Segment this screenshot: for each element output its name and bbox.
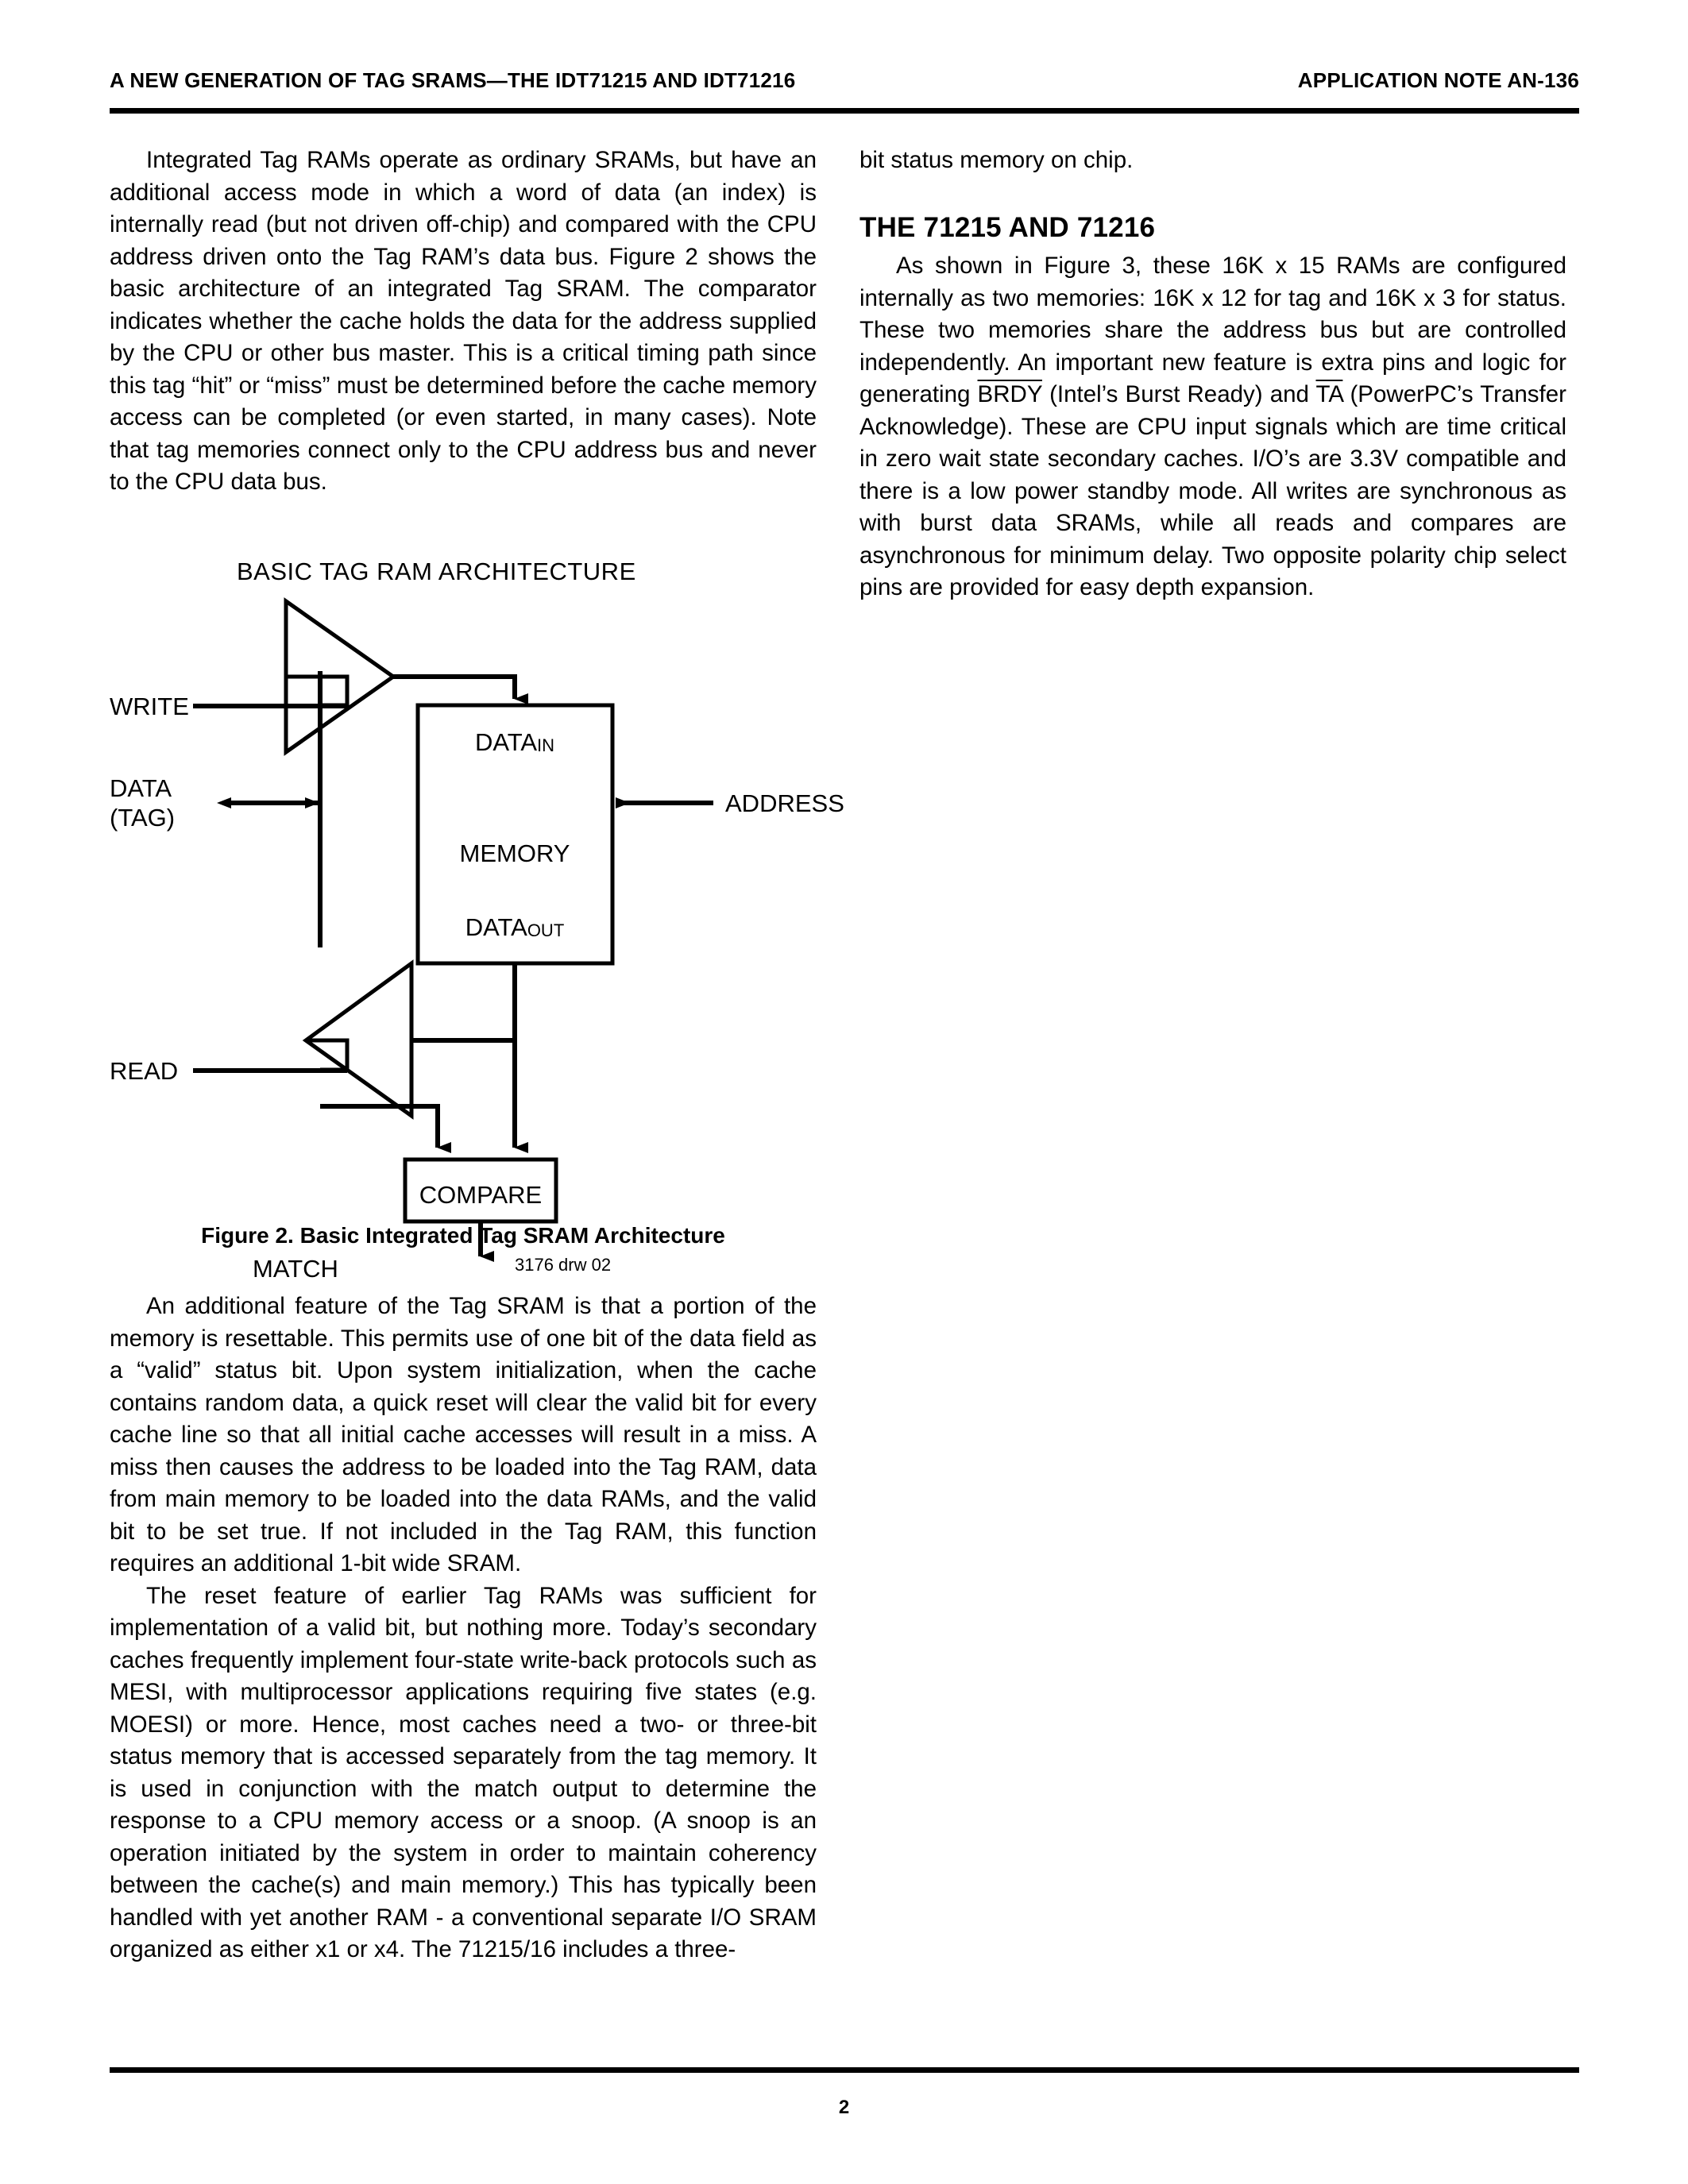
address-label: ADDRESS: [725, 789, 844, 817]
tag-bus-to-compare-path: [320, 1106, 438, 1148]
write-buffer-output-line: [393, 677, 515, 699]
data-tag-label-line1: DATA: [110, 774, 172, 802]
data-tag-label-line2: (TAG): [110, 804, 176, 832]
write-enable-path: [320, 677, 347, 705]
header-rule: [110, 108, 1579, 114]
right-paragraph-1-part-b: (Intel’s Burst Ready) and: [1041, 381, 1316, 407]
match-label: MATCH: [253, 1255, 338, 1283]
compare-label: COMPARE: [419, 1181, 543, 1209]
left-column-lower: [110, 1291, 817, 1966]
read-label: READ: [110, 1057, 179, 1085]
right-paragraph-continuation: bit status memory on chip.: [859, 147, 1134, 173]
right-paragraph-1-part-c: (PowerPC’s Transfer Acknowledge). These are CPU input signals which are time critical in zero wait state secondary caches. I/O’s are 3.3V compatible and there is a low power standby mode. All writes are synchronous as with burst data SRAMs, while all reads and compares are asynchronous for minimum delay. Two opposite polarity chip select pins are provided for easy depth expansion.: [859, 381, 1566, 600]
left-paragraph-3: The reset feature of earlier Tag RAMs was sufficient for implementation of a valid bit, but nothing more. Today’s secondary caches frequently implement four-state write-back protocols such as MESI, with multiprocessor applications requiring five states (e.g. MOESI) or more. Hence, most caches need a two- or three-bit status memory that is accessed separately from the tag memory. It is used in conjunction with the match output to determine the response to a CPU memory access or a snoop. (A snoop is an operation initiated by the system in order to maintain coherency between the cache(s) and main memory.) This has typically been handled with yet another RAM - a conventional separate I/O SRAM organized as either x1 or x4. The 71215/16 includes a three-: [110, 1582, 817, 1962]
signal-brdy: BRDY: [977, 381, 1042, 407]
memory-label: MEMORY: [459, 839, 570, 867]
data-out-label: DATAOUT: [465, 913, 565, 941]
figure-title: BASIC TAG RAM ARCHITECTURE: [237, 558, 636, 585]
left-paragraph-2: An additional feature of the Tag SRAM is that a portion of the memory is resettable. This permits use of one bit of the data field as a “valid” status bit. Upon system initialization, when the cache contains random data, a quick reset will clear the valid bit for every cache line so that all initial cache accesses will result in a miss. A miss then causes the address to be loaded into the Tag RAM, data from main memory to be loaded into the data RAMs, and the valid bit to be set true. If not included in the Tag RAM, this function requires an additional 1-bit wide SRAM.: [110, 1293, 817, 1576]
figure-drawing-id: 3176 drw 02: [515, 1255, 612, 1275]
left-paragraph-1: Integrated Tag RAMs operate as ordinary SRAMs, but have an additional access mode in which a word of data (an index) is internally read (but not driven off-chip) and compared with the CPU address driven onto the Tag RAM’s data bus. Figure 2 shows the basic architecture of an integrated Tag SRAM. The comparator indicates whether the cache holds the data for the address supplied by the CPU or other bus master. This is a critical timing path since this tag “hit” or “miss” must be determined before the cache memory access can be completed (or even started, in many cases). Note that tag memories connect only to the CPU address bus and never to the CPU data bus.: [110, 147, 817, 495]
data-in-label: DATAIN: [474, 728, 555, 756]
figure-2-diagram: [110, 556, 844, 1283]
section-heading-71215-71216: THE 71215 AND 71216: [859, 211, 1156, 243]
header-document-title: A NEW GENERATION OF TAG SRAMS—THE IDT71215 AND IDT71216: [110, 68, 796, 92]
page-header: [110, 68, 1579, 93]
figure-2-caption: Figure 2. Basic Integrated Tag SRAM Architecture: [201, 1223, 725, 1248]
left-column-upper: [110, 145, 817, 499]
header-appnote-number: APPLICATION NOTE AN-136: [1297, 68, 1579, 92]
right-paragraph-1: [859, 250, 1566, 604]
write-label: WRITE: [110, 693, 189, 720]
right-column: [859, 145, 1566, 604]
footer-rule: [110, 2067, 1579, 2073]
right-paragraph-1-part-a: As shown in Figure 3, these 16K x 15 RAMs are configured internally as two memories: 16K x 12 for tag and 16K x 3 for status. These two memories share the address bus but are controlled independently. An important new feature is extra pins and logic for generating: [859, 253, 1566, 407]
page-number: 2: [838, 2097, 850, 2118]
signal-ta: $\overline{TA}$: [1315, 381, 1343, 407]
